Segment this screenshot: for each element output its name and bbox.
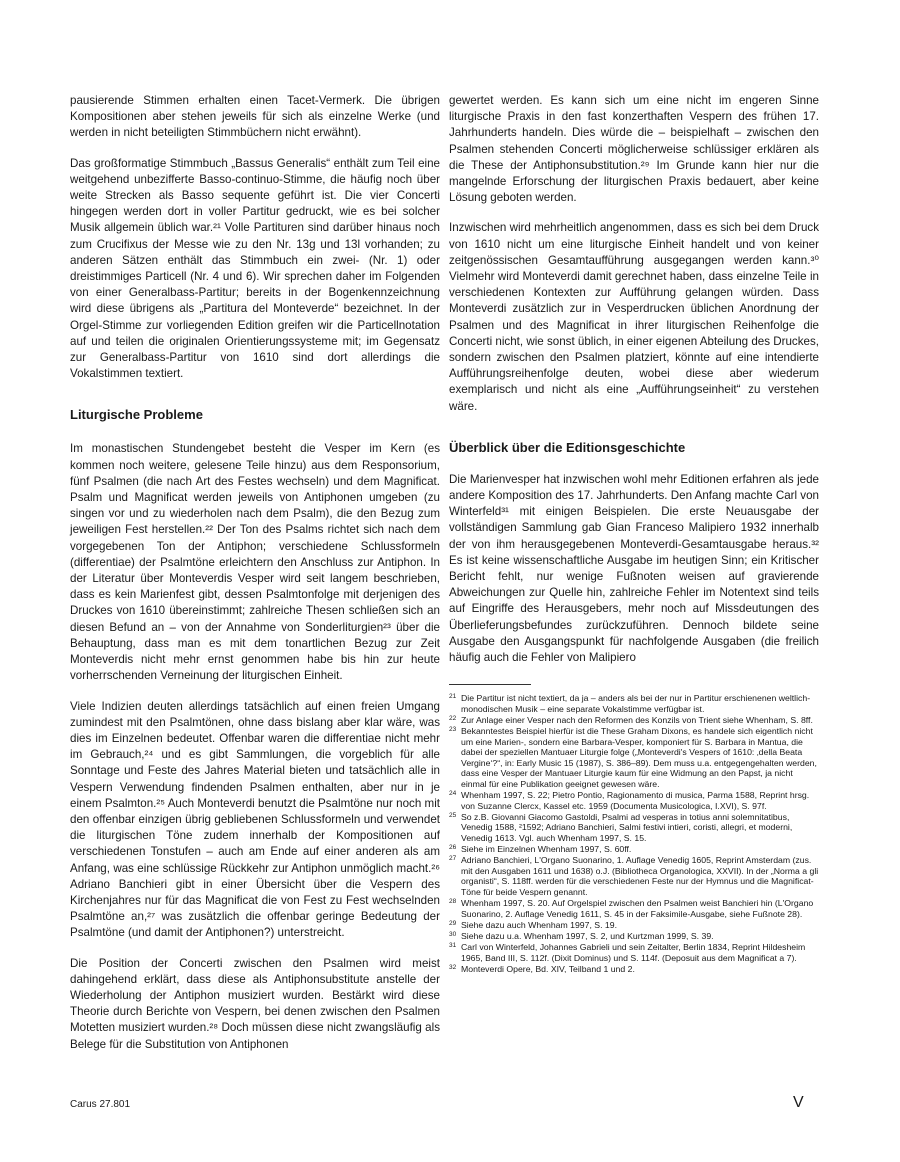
footnote-divider <box>449 684 531 685</box>
footnote-number: 32 <box>449 963 457 971</box>
paragraph: Viele Indizien deuten allerdings tatsächlich auf einen freien Umgang zumindest mit den Psalmtönen, ohne dass bislang aber klar wäre, was dies im Einzelnen bedeutet. Offenbar waren die differentiae nicht mehr im Gebrauch,²⁴ und es gibt Sammlungen, die vorgeblich für alle Sonntage und Feste des Jahres Material bieten und tatsächlich alle in Vespern Verwendung findenden Psalmen enthalten, aber nur in je einem Psalmton.²⁵ Auch Monteverdi benutzt die Psalmtöne nur noch mit den offenbar einzigen übrig gebliebenen Schlussformeln und verwendet die liturgischen Töne zudem innerhalb der Kompositionen auf verschiedenen Tonstufen – auch am Ende auf einer anderen als am Anfang, was eine schlüssige Rückkehr zur Antiphon unmöglich macht.²⁶ Adriano Banchieri gibt in einer Übersicht über die Vespern des Kirchenjahres nur für das Magnificat die von Fest zu Fest wechselnden Psalmtöne an,²⁷ was zusätzlich die offenbar geringe Bedeutung der Psalmtöne (und damit der Antiphonen?) unterstreicht. <box>70 699 440 940</box>
footnote-number: 22 <box>449 714 457 722</box>
left-column <box>70 93 440 1067</box>
footnotes-list <box>449 693 819 974</box>
section-heading-liturgische-probleme: Liturgische Probleme <box>70 407 203 423</box>
footnote <box>449 964 819 975</box>
paragraph: Die Marienvesper hat inzwischen wohl mehr Editionen erfahren als jede andere Komposition des 17. Jahrhunderts. Den Anfang machte Carl von Winterfeld³¹ mit einigen Beispielen. Die erste Neuausgabe der vollständigen Sammlung gab Gian Franceso Malipiero 1932 innerhalb der von ihm herausgegebenen Monteverdi-Gesamtausgabe heraus.³² Es ist keine wissenschaftliche Ausgabe im heutigen Sinn; ein Kritischer Bericht fehlt, nur wenige Fußnoten weisen auf gravierende Abweichungen zur Quelle hin, zahlreiche Fehler im Notentext sind teils auf Eingriffe des Herausgebers, mehr noch auf Missdeutungen des Überlieferungsbefundes zurückzuführen. Dennoch bildete seine Ausgabe den Ausgangspunkt für nachfolgende Ausgaben (die freilich häufig auch die Fehler von Malipiero <box>449 472 819 665</box>
page-number: V <box>793 1094 804 1111</box>
footnote-number: 21 <box>449 693 457 701</box>
footnote-text: So z.B. Giovanni Giacomo Gastoldi, Psalmi ad vesperas in totius anni solemnitatibus, Venedig 1588, ²1592; Adriano Banchieri, Salmi festivi intieri, coristi, allegri, et moderni, Venedig 1613. Vgl. auch Whenham 1997, S. 15. <box>461 811 793 844</box>
footnote-number: 26 <box>449 844 457 852</box>
paragraph: Im monastischen Stundengebet besteht die Vesper im Kern (es kommen noch weitere, gelesene Teile hinzu) aus dem Responsorium, fünf Psalmen (die nach Art des Festes wechseln) und dem Magnificat. Psalm und Magnificat werden jeweils von Antiphonen umgeben (zu singen vor und zu wiederholen nach dem Psalm), die den Bezug zum jeweiligen Fest herstellen.²² Der Ton des Psalms richtet sich nach dem vorgegebenen Ton der Antiphon; verschiedene Schlussformeln (differentiae) der Psalmtöne erleichtern den Anschluss zur Antiphon. In der Literatur über Monteverdis Vesper wird seit langem beschrieben, dass es kein Marienfest gibt, dessen Psalmtonfolge mit derjenigen des Druckes von 1610 übereinstimmt; zahlreiche Thesen schließen sich an diesen Befund an – von der Annahme von Sonderliturgien²³ über die Behauptung, dass man es mit dem tonartlichen Bezug zur Zeit Monteverdis nicht mehr ernst genommen habe bis hin zur heute vorherrschenden Verneinung der liturgischen Einheit. <box>70 442 440 683</box>
footnote <box>449 812 819 844</box>
footnote <box>449 715 819 726</box>
footnote-text: Adriano Banchieri, L'Organo Suonarino, 1. Auflage Venedig 1605, Reprint Amsterdam (zus. mit den Ausgaben 1611 und 1638) o.J. (Bibliotheca Organologica, XXVII). In der „Norma a gli organisti“, S. 118ff. werden für die verschiedenen Feste nur der Hymnus und die Magnificat-Töne für beide Vespern genannt. <box>461 855 819 897</box>
footnote <box>449 920 819 931</box>
footnote <box>449 844 819 855</box>
footnote-text: Die Partitur ist nicht textiert, da ja – anders als bei der nur in Partitur erschienenen weltlich-monodischen Musik – eine separate Vokalstimme verfügbar ist. <box>461 693 811 714</box>
paragraph: Inzwischen wird mehrheitlich angenommen, dass es sich bei dem Druck von 1610 nicht um eine liturgische Einheit handelt und von keiner zeitgenössischen Gesamtaufführung ausgegangen werden kann.³⁰ Vielmehr wird Monteverdi damit gerechnet haben, dass einzelne Teile in verschiedenen Kontexten zur Aufführung gelangen würden. Dass Monteverdi zusätzlich zur in Vesperdrucken üblichen Anordnung der Psalmen und des Magnificat in ihrer liturgischen Reihenfolge die Concerti nicht, wie sonst üblich, in einer eigenen Abteilung des Druckes, sondern zwischen den Psalmen platziert, könnte auf eine intendierte Aufführungsreihenfolge deuten, wobei diese aber wiederum exemplarisch und nicht als eine „Aufführungseinheit“ zu verstehen wäre. <box>449 221 819 413</box>
footnote-number: 28 <box>449 898 457 906</box>
footnote-text: Siehe dazu u.a. Whenham 1997, S. 2, und Kurtzman 1999, S. 39. <box>461 930 714 941</box>
footnote-text: Whenham 1997, S. 22; Pietro Pontio, Ragionamento di musica, Parma 1588, Reprint hrsg. von Suzanne Clercx, Kassel etc. 1959 (Documenta Musicologica, I.XVI), S. 97f. <box>461 790 810 811</box>
paragraph: pausierende Stimmen erhalten einen Tacet-Vermerk. Die übrigen Kompositionen aber stehen jeweils für sich als einzelne Werke (und werden in nicht beteiligten Stimmbüchern nicht erwähnt). <box>70 94 440 140</box>
footnote <box>449 942 819 963</box>
footnote-text: Carl von Winterfeld, Johannes Gabrieli und sein Zeitalter, Berlin 1834, Reprint Hildesheim 1965, Band III, S. 112f. (Dixit Dominus) und S. 114f. (Deposuit aus dem Magnificat a 7). <box>461 941 806 963</box>
footnote <box>449 693 819 714</box>
catalog-number: Carus 27.801 <box>70 1099 131 1110</box>
section-heading-editionsgeschichte: Überblick über die Editionsgeschichte <box>449 439 686 455</box>
footnote <box>449 898 819 919</box>
footnote-number: 31 <box>449 941 457 949</box>
footnote-text: Siehe dazu auch Whenham 1997, S. 19. <box>461 919 617 930</box>
footnote-number: 27 <box>449 855 457 863</box>
footnote <box>449 726 819 790</box>
footnote-text: Bekanntestes Beispiel hierfür ist die These Graham Dixons, es handele sich eigentlich nicht um eine Marien-, sondern eine Barbara-Vesper, komponiert für S. Barbara in Mantua, die dabei der speziellen Mantuaer Liturgie folge („Monteverdi's Vespers of 1610: ‚della Beata Vergine‘?“, in: Early Music 15 (1987), S. 386–89). Dem muss u.a. entgegengehalten werden, dass eine Vesper der Mantuaer Liturgie kaum für eine Widmung an den Papst, ja nicht einmal für eine Publikation geeignet gewesen wäre. <box>461 726 817 790</box>
footnote <box>449 790 819 811</box>
paragraph: Das großformatige Stimmbuch „Bassus Generalis“ enthält zum Teil eine weitgehend unbezifferte Basso-continuo-Stimme, die häufig noch über weite Strecken als Basso sequente geführt ist. Die vier Concerti hingegen werden dort in voller Partitur gedruckt, wie es bei solcher Musik allgemein üblich war.²¹ Volle Partituren sind darüber hinaus noch zum Crucifixus der Messe wie zu den Nr. 13g und 13l vorhanden; zu anderen Sätzen enthält das Stimmbuch ein zwei- (Nr. 1) oder dreistimmiges Particell (Nr. 4 und 6). Wir sprechen daher im Folgenden von einer Generalbass-Partitur; bereits in der Bogenkennzeichnung wird diese übrigens als „Partitura del Monteverde“ bezeichnet. In der Orgel-Stimme zur vorliegenden Edition greifen wir die Particellnotation auf und teilen die originalen Orientierungssysteme mit; im Gegensatz zur Generalbass-Partitur von 1610 sind dort allerdings die Vokalstimmen textiert. <box>70 156 440 381</box>
footnote-number: 23 <box>449 726 457 734</box>
footnote-number: 30 <box>449 930 457 938</box>
right-column <box>449 93 819 975</box>
footnote <box>449 931 819 942</box>
footnote-number: 25 <box>449 811 457 819</box>
footnote-number: 24 <box>449 790 457 798</box>
footnote-number: 29 <box>449 919 457 927</box>
paragraph: Die Position der Concerti zwischen den Psalmen wird meist dahingehend erklärt, dass diese als Antiphonsubstitute anstelle der Wiederholung der Antiphon musiziert wurden. Bestärkt wird diese Theorie durch Berichte von Vespern, bei denen zwischen den Psalmen Motetten musiziert wurden.²⁸ Doch müssen diese nicht zwangsläufig als Belege für die Substitution von Antiphonen <box>70 956 440 1051</box>
footnote <box>449 855 819 897</box>
paragraph: gewertet werden. Es kann sich um eine nicht im engeren Sinne liturgische Praxis in den fast konzerthaften Vespern des frühen 17. Jahrhunderts handeln. Dies würde die – beispielhaft – zwischen den Psalmen stehenden Concerti möglicherweise schlüssiger erklären als die These der Antiphonsubstitution.²⁹ Im Grunde kann hier nur die mangelnde Erforschung der liturgischen Praxis bedauert, aber keine Lösung geboten werden. <box>449 94 819 205</box>
footnote-text: Zur Anlage einer Vesper nach den Reformen des Konzils von Trient siehe Whenham, S. 8ff. <box>461 714 813 725</box>
footnote-text: Siehe im Einzelnen Whenham 1997, S. 60ff. <box>461 844 632 855</box>
footnote-text: Monteverdi Opere, Bd. XIV, Teilband 1 und 2. <box>461 963 635 974</box>
footnote-text: Whenham 1997, S. 20. Auf Orgelspiel zwischen den Psalmen weist Banchieri hin (L'Organo Suonarino, 2. Auflage Venedig 1611, S. 45 in der Faksimile-Ausgabe, siehe Fußnote 28). <box>461 898 814 919</box>
